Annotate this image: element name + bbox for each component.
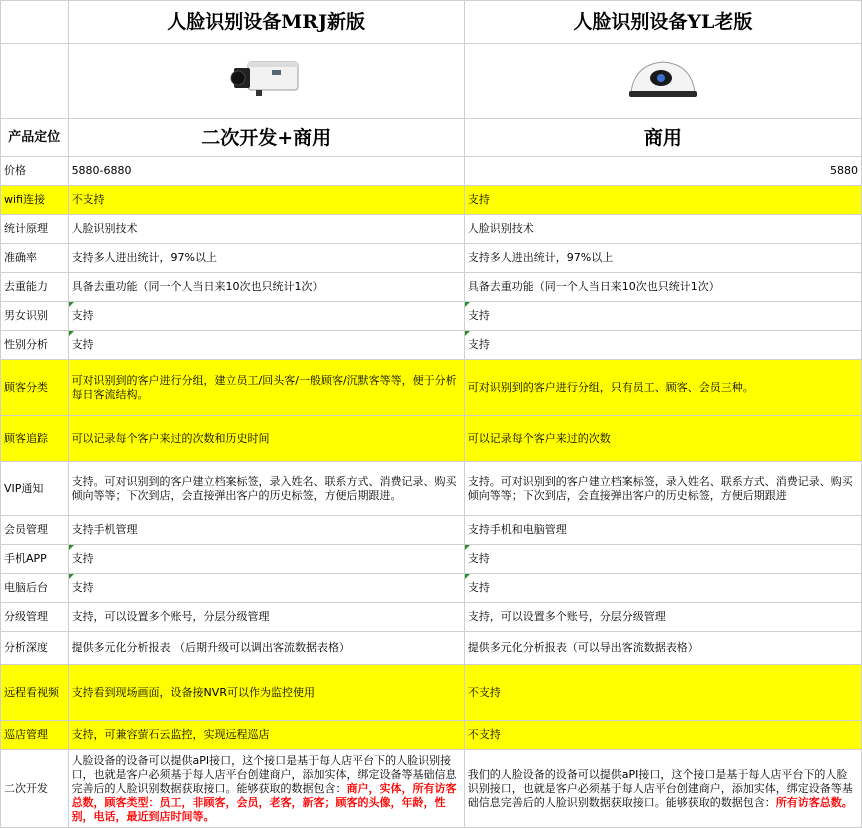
cell-left: 具备去重功能（同一个人当日来10次也只统计1次）	[68, 273, 464, 302]
cell-left: 不支持	[68, 186, 464, 215]
cell-right: 5880	[464, 157, 861, 186]
cell-right: 不支持	[464, 721, 861, 750]
row-label: 远程看视频	[1, 665, 69, 721]
row-vip	[1, 462, 862, 516]
cell-right: 提供多元化分析报表（可以导出客流数据表格）	[464, 632, 861, 665]
cell-left: 5880-6880	[68, 157, 464, 186]
row-app	[1, 545, 862, 574]
header-right: 人脸识别设备YL老版	[464, 1, 861, 44]
cell-right	[464, 750, 861, 828]
cell-left: 可以记录每个客户来过的次数和历史时间	[68, 416, 464, 462]
cell-right: 支持	[464, 545, 861, 574]
cell-left: 支持手机管理	[68, 516, 464, 545]
cell-left: 支持，可以设置多个账号，分层分级管理	[68, 603, 464, 632]
row-label: 统计原理	[1, 215, 69, 244]
row-label: 去重能力	[1, 273, 69, 302]
cell-right: 支持，可以设置多个账号，分层分级管理	[464, 603, 861, 632]
positioning-right: 商用	[464, 119, 861, 157]
row-label: 手机APP	[1, 545, 69, 574]
row-label: wifi连接	[1, 186, 69, 215]
row-dedup	[1, 273, 862, 302]
cell-right: 可对识别到的客户进行分组，只有员工、顾客、会员三种。	[464, 360, 861, 416]
box-camera-icon	[226, 56, 306, 102]
row-label: 电脑后台	[1, 574, 69, 603]
dome-camera-image	[464, 44, 861, 119]
cell-right: 支持。可对识别到的客户建立档案标签，录入姓名、联系方式、消费记录、购买倾向等等；下次到店，会直接弹出客户的历史标签，方便后期跟进	[464, 462, 861, 516]
cell-right: 不支持	[464, 665, 861, 721]
cell-left: 支持看到现场画面，设备接NVR可以作为监控使用	[68, 665, 464, 721]
row-gender-analysis	[1, 331, 862, 360]
row-customer-track	[1, 416, 862, 462]
cell-right: 支持手机和电脑管理	[464, 516, 861, 545]
row-backend	[1, 574, 862, 603]
row-label: 巡店管理	[1, 721, 69, 750]
row-label: 二次开发	[1, 750, 69, 828]
dev-right-highlight: 所有访客总数。	[775, 795, 853, 809]
cell-right: 支持	[464, 302, 861, 331]
cell-left: 支持	[68, 545, 464, 574]
row-label: 准确率	[1, 244, 69, 273]
row-accuracy	[1, 244, 862, 273]
corner-cell	[1, 1, 69, 44]
dev-right-text: 我们的人脸设备的设备可以提供aPI接口，这个接口是基于每人店平台下的人脸识别接口，也就是客户必须基于每人店平台创建商户，添加实体，绑定设备等基础信息完善后的人脸识别数据获取接口。能够获取的数据包含：	[467, 767, 853, 809]
row-label: 价格	[1, 157, 69, 186]
image-row	[1, 44, 862, 119]
dev-left-highlight: 商户，实体，所有访客总数，顾客类型：员工，非顾客，会员，老客，新客；顾客的头像，年龄，性别，电话，最近到店时间等。	[71, 781, 457, 823]
row-label: VIP通知	[1, 462, 69, 516]
row-wifi	[1, 186, 862, 215]
dome-camera-icon	[625, 56, 701, 102]
cell-right: 可以记录每个客户来过的次数	[464, 416, 861, 462]
row-gender-id	[1, 302, 862, 331]
row-price	[1, 157, 862, 186]
row-customer-class	[1, 360, 862, 416]
row-label: 分级管理	[1, 603, 69, 632]
cell-left: 支持多人进出统计，97%以上	[68, 244, 464, 273]
cell-left: 可对识别到的客户进行分组，建立员工/回头客/一般顾客/沉默客等等，便于分析每日客流结构。	[68, 360, 464, 416]
cell-left: 支持。可对识别到的客户建立档案标签，录入姓名、联系方式、消费记录、购买倾向等等；下次到店，会直接弹出客户的历史标签，方便后期跟进。	[68, 462, 464, 516]
cell-left: 支持	[68, 574, 464, 603]
cell-left: 支持	[68, 331, 464, 360]
header-left: 人脸识别设备MRJ新版	[68, 1, 464, 44]
cell-left	[68, 750, 464, 828]
dev-left-text: 人脸设备的设备可以提供aPI接口，这个接口是基于每人店平台下的人脸识别接口，也就是客户必须基于每人店平台创建商户，添加实体，绑定设备等基础信息完善后的人脸识别数据获取接口。能够获取的数据包含：	[71, 753, 457, 795]
row-dev	[1, 750, 862, 828]
row-label: 男女识别	[1, 302, 69, 331]
cell-left: 人脸识别技术	[68, 215, 464, 244]
cell-right: 支持	[464, 574, 861, 603]
header-row	[1, 1, 862, 44]
row-label: 顾客追踪	[1, 416, 69, 462]
row-label: 会员管理	[1, 516, 69, 545]
row-patrol	[1, 721, 862, 750]
row-label: 性别分析	[1, 331, 69, 360]
row-label: 分析深度	[1, 632, 69, 665]
cell-right: 人脸识别技术	[464, 215, 861, 244]
row-label: 顾客分类	[1, 360, 69, 416]
row-member	[1, 516, 862, 545]
cell-right: 具备去重功能（同一个人当日来10次也只统计1次）	[464, 273, 861, 302]
cell-left: 支持	[68, 302, 464, 331]
positioning-label: 产品定位	[1, 119, 69, 157]
cell-left: 支持，可兼容萤石云监控，实现远程巡店	[68, 721, 464, 750]
row-tiered	[1, 603, 862, 632]
box-camera-image	[68, 44, 464, 119]
row-principle	[1, 215, 862, 244]
positioning-row	[1, 119, 862, 157]
cell-right: 支持	[464, 331, 861, 360]
row-depth	[1, 632, 862, 665]
positioning-left: 二次开发+商用	[68, 119, 464, 157]
cell-left: 提供多元化分析报表 （后期升级可以调出客流数据表格）	[68, 632, 464, 665]
cell-right: 支持	[464, 186, 861, 215]
cell-right: 支持多人进出统计，97%以上	[464, 244, 861, 273]
row-remote-video	[1, 665, 862, 721]
